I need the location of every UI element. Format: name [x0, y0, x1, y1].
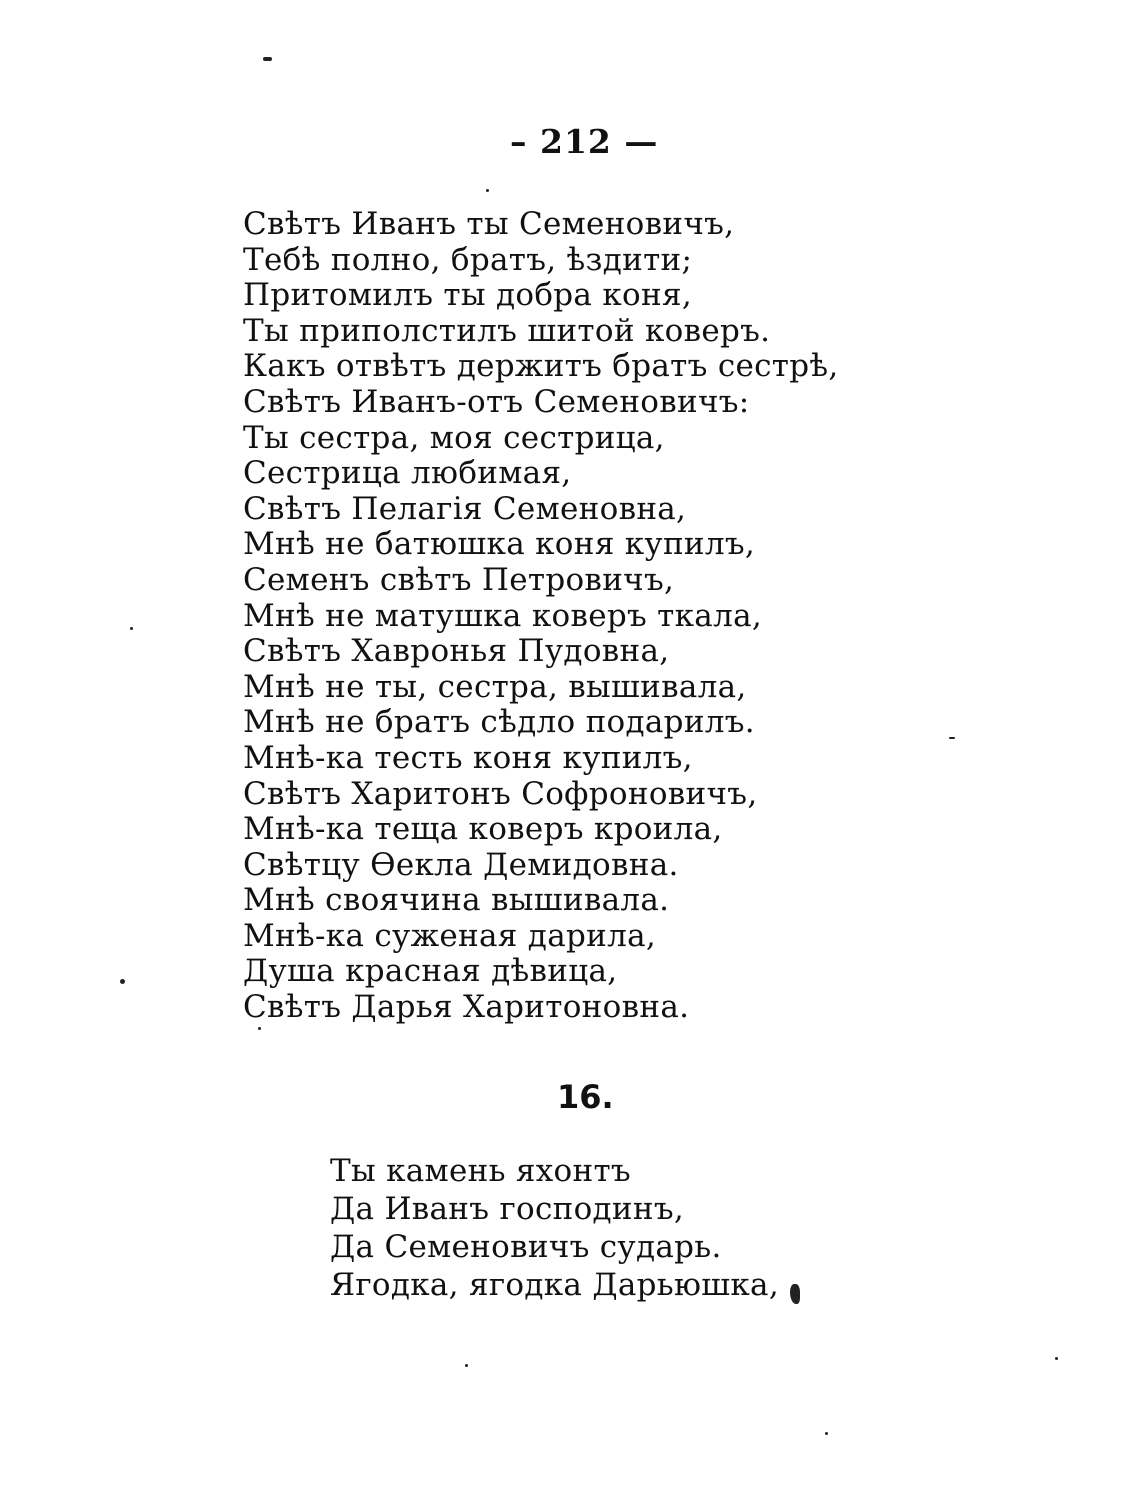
verse-line: Семенъ свѣтъ Петровичъ, — [243, 561, 675, 598]
poem-2 — [330, 1152, 779, 1304]
verse-line: Да Семеновичъ сударь. — [330, 1229, 722, 1265]
verse-line: Свѣтъ Иванъ ты Семеновичъ, — [243, 206, 735, 242]
scan-speck — [258, 1027, 261, 1030]
scan-speck — [825, 1432, 828, 1435]
verse-line: Тебѣ полно, братъ, ѣздити; — [243, 241, 693, 278]
verse-line: Мнѣ-ка тесть коня купилъ, — [243, 739, 693, 776]
verse-line: Мнѣ не ты, сестра, вышивала, — [243, 668, 747, 705]
verse-line: Мнѣ не матушка коверъ ткала, — [243, 597, 763, 634]
verse-line: Какъ отвѣтъ держитъ братъ сестрѣ, — [243, 348, 839, 385]
scan-speck — [1055, 1357, 1058, 1360]
verse-line: Мнѣ-ка теща коверъ кроила, — [243, 811, 723, 848]
scan-speck — [486, 189, 489, 192]
scan-speck — [120, 979, 125, 984]
page-number: – 212 — — [510, 122, 659, 161]
scan-speck — [949, 737, 955, 739]
verse-line: Да Иванъ господинъ, — [330, 1191, 685, 1227]
verse-line: Мнѣ не братъ сѣдло подарилъ. — [243, 704, 755, 741]
verse-line: Мнѣ своячина вышивала. — [243, 882, 670, 919]
verse-line: Душа красная дѣвица, — [243, 953, 618, 990]
scan-speck — [790, 1284, 800, 1304]
section-number: 16. — [557, 1078, 614, 1116]
verse-line: Ягодка, ягодка Дарьюшка, — [330, 1267, 779, 1303]
poem-1 — [243, 207, 839, 1026]
verse-line: Мнѣ не батюшка коня купилъ, — [243, 526, 756, 563]
verse-line: Сестрица любимая, — [243, 455, 572, 492]
verse-line: Притомилъ ты добра коня, — [243, 277, 692, 314]
verse-line: Свѣтъ Пелагія Семеновна, — [243, 490, 687, 527]
scan-speck — [465, 1364, 468, 1367]
verse-line: Свѣтцу Ѳекла Демидовна. — [243, 846, 679, 883]
verse-line: Свѣтъ Дарья Харитоновна. — [243, 989, 690, 1026]
verse-line: Ты камень яхонтъ — [330, 1153, 631, 1189]
verse-line: Мнѣ-ка суженая дарила, — [243, 917, 657, 954]
verse-line: Ты приполстилъ шитой коверъ. — [243, 312, 771, 349]
scan-speck — [130, 627, 133, 630]
verse-line: Свѣтъ Хавронья Пудовна, — [243, 633, 670, 670]
verse-line: Свѣтъ Харитонъ Софроновичъ, — [243, 775, 758, 812]
scan-speck — [263, 57, 272, 61]
verse-line: Ты сестра, моя сестрица, — [243, 419, 665, 456]
verse-line: Свѣтъ Иванъ-отъ Семеновичъ: — [243, 383, 750, 420]
